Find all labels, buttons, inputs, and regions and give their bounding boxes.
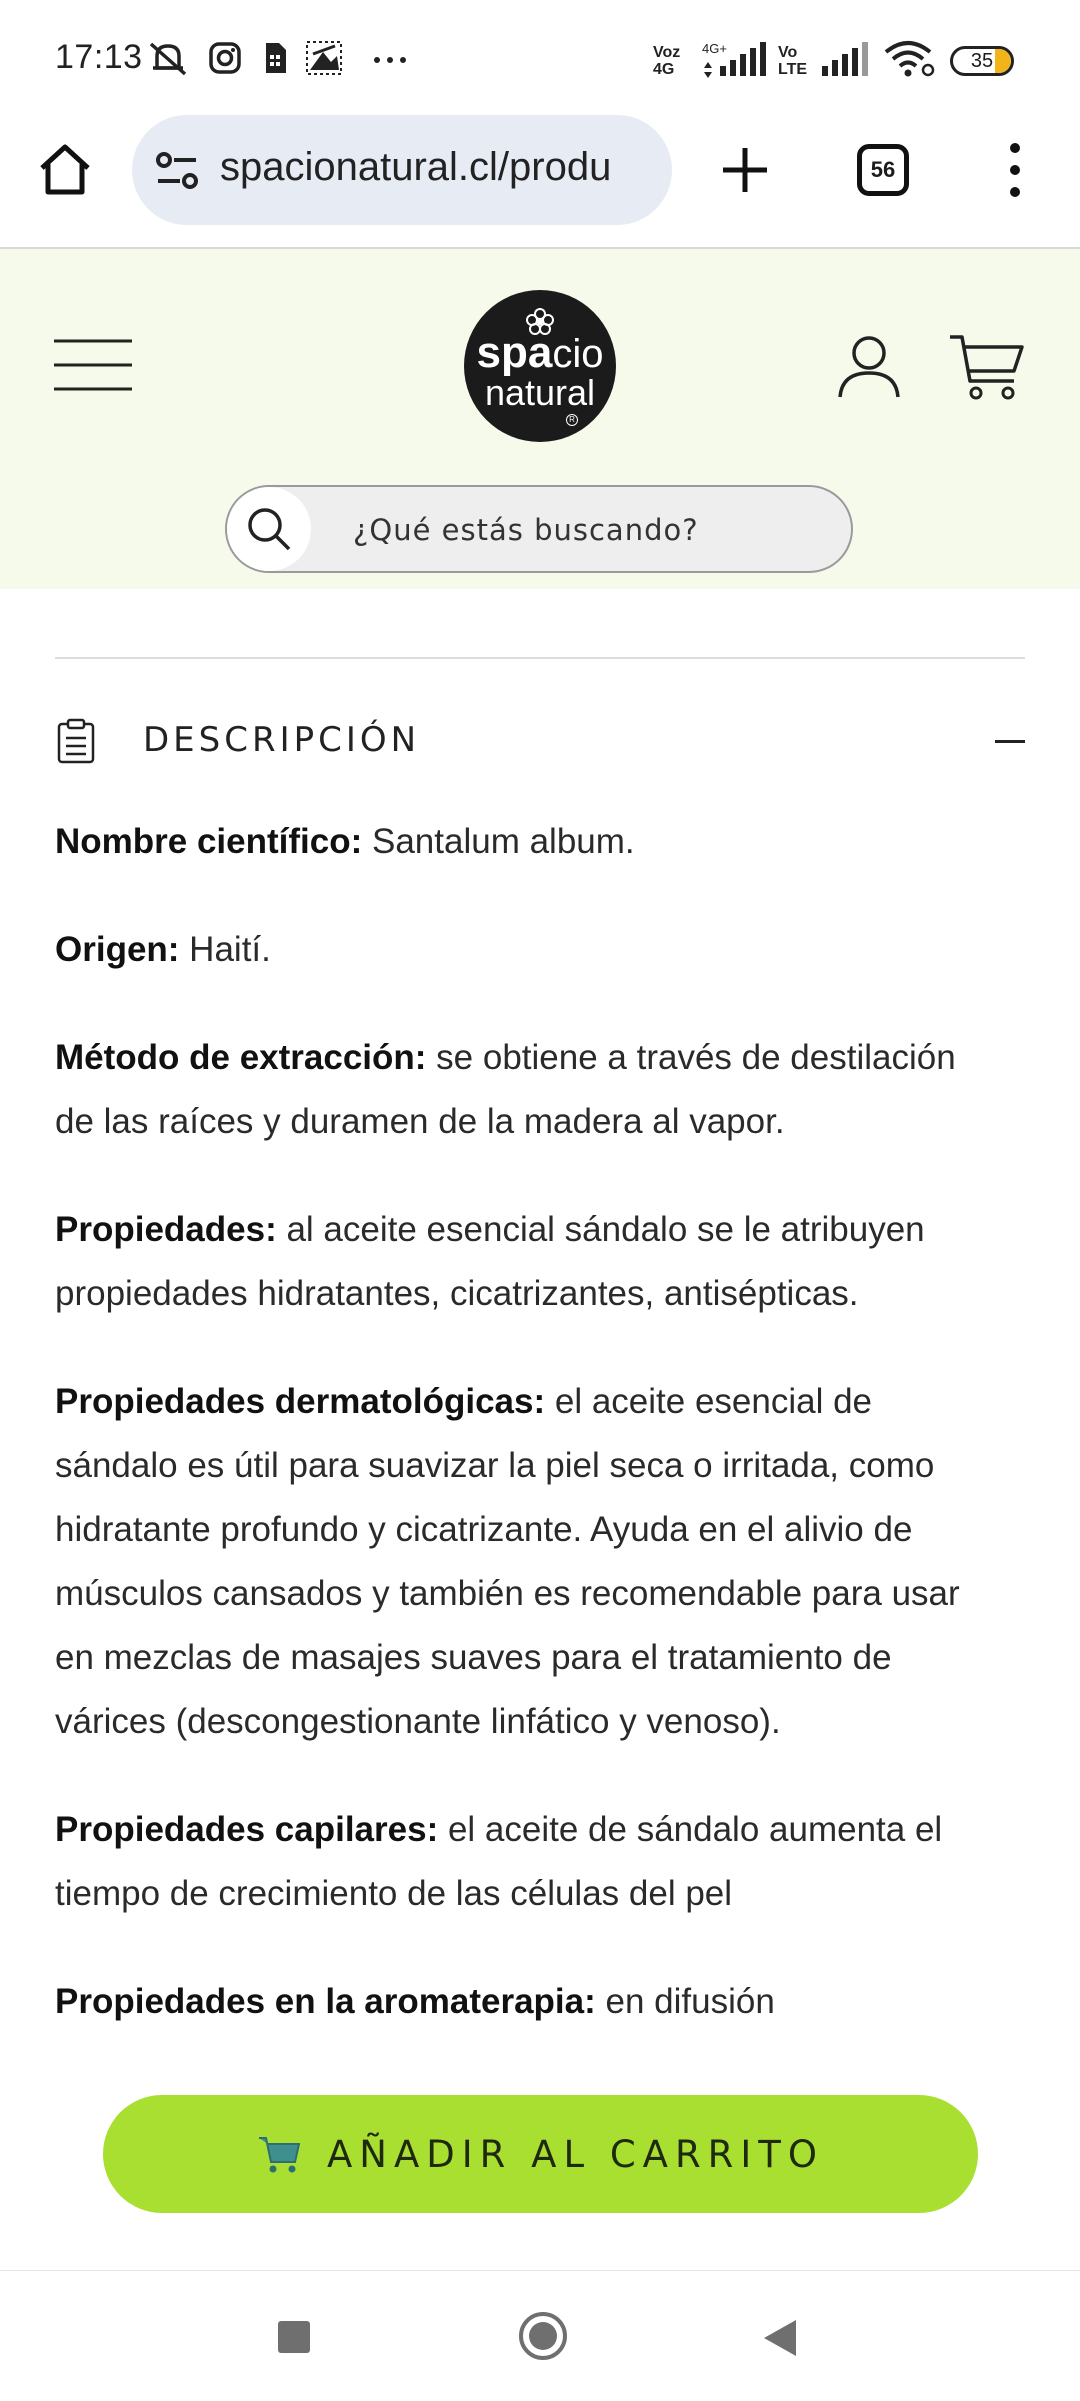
- signal-strength-icon-2: [812, 38, 874, 78]
- network-label-voz: Voz 4G: [653, 44, 681, 78]
- site-header: [0, 249, 1080, 589]
- description-title: DESCRIPCIÓN: [143, 720, 421, 760]
- recent-apps-button[interactable]: [278, 2321, 310, 2353]
- tab-switcher-button[interactable]: 56: [857, 144, 909, 196]
- instagram-icon: [208, 38, 242, 78]
- site-logo[interactable]: [464, 290, 616, 442]
- more-menu-icon[interactable]: [1000, 140, 1030, 200]
- description-paragraph: Propiedades dermatológicas: el aceite esencial de sándalo es útil para suavizar la piel seca o irritada, como hidratante profundo y cicatrizante. Ayuda en el alivio de músculos cansados y también es recomendable para usar en mezclas de masajes suaves para el tratamiento de várices (descongestionante linfático y venoso).: [55, 1382, 960, 1741]
- logo-text-natural: natural: [484, 372, 596, 413]
- signal-strength-icon-1: [700, 38, 772, 78]
- status-time: 17:13: [55, 38, 143, 76]
- search-button[interactable]: [227, 487, 311, 571]
- silent-bell-icon: [145, 38, 191, 78]
- account-icon[interactable]: [836, 333, 902, 399]
- search-icon: [245, 505, 293, 553]
- section-divider: [55, 657, 1025, 659]
- description-paragraph: Método de extracción: se obtiene a través de destilación de las raíces y duramen de la madera al vapor.: [55, 1038, 956, 1141]
- description-paragraph: Propiedades capilares: el aceite de sándalo aumenta el tiempo de crecimiento de las células del pel: [55, 1810, 943, 1913]
- site-settings-icon[interactable]: [154, 149, 200, 193]
- description-accordion-header[interactable]: [0, 700, 1080, 780]
- home-circle-icon[interactable]: [518, 2311, 568, 2361]
- search-box[interactable]: [225, 485, 853, 573]
- browser-toolbar: [0, 120, 1080, 249]
- sim-card-icon: [262, 38, 288, 78]
- home-icon[interactable]: [36, 140, 94, 198]
- network-label-4g-plus: 4G+: [702, 41, 727, 56]
- wifi-icon: [882, 38, 938, 78]
- hamburger-menu-icon[interactable]: [54, 337, 132, 393]
- system-navigation-bar: [0, 2270, 1080, 2401]
- registered-mark: R: [566, 414, 578, 426]
- description-paragraph: Propiedades: al aceite esencial sándalo se le atribuyen propiedades hidratantes, cicatrizantes, antisépticas.: [55, 1210, 925, 1313]
- shopping-cart-icon: [257, 2134, 301, 2174]
- status-bar: [0, 0, 1080, 120]
- cart-icon[interactable]: [948, 331, 1024, 401]
- network-label-volte: Vo LTE: [778, 44, 808, 78]
- address-bar[interactable]: [132, 115, 672, 225]
- collapse-minus-icon[interactable]: [995, 740, 1025, 743]
- gallery-notification-icon: [305, 38, 343, 78]
- new-tab-plus-icon[interactable]: [717, 142, 773, 198]
- more-notifications-icon: [372, 38, 408, 78]
- search-input[interactable]: [351, 505, 815, 555]
- url-text[interactable]: spacionatural.cl/produ: [220, 145, 612, 189]
- logo-text-spacio: spacio: [476, 328, 604, 377]
- clipboard-icon: [56, 718, 96, 764]
- battery-indicator: 35: [950, 46, 1014, 76]
- back-triangle-icon[interactable]: [760, 2317, 800, 2359]
- description-paragraph: Origen: Haití.: [55, 930, 271, 969]
- add-to-cart-button[interactable]: [103, 2095, 978, 2213]
- description-content: [55, 810, 985, 2078]
- add-to-cart-label: AÑADIR AL CARRITO: [326, 2132, 825, 2176]
- description-paragraph: Propiedades en la aromaterapia: en difusión: [55, 1982, 775, 2021]
- description-paragraph: Nombre científico: Santalum album.: [55, 822, 635, 861]
